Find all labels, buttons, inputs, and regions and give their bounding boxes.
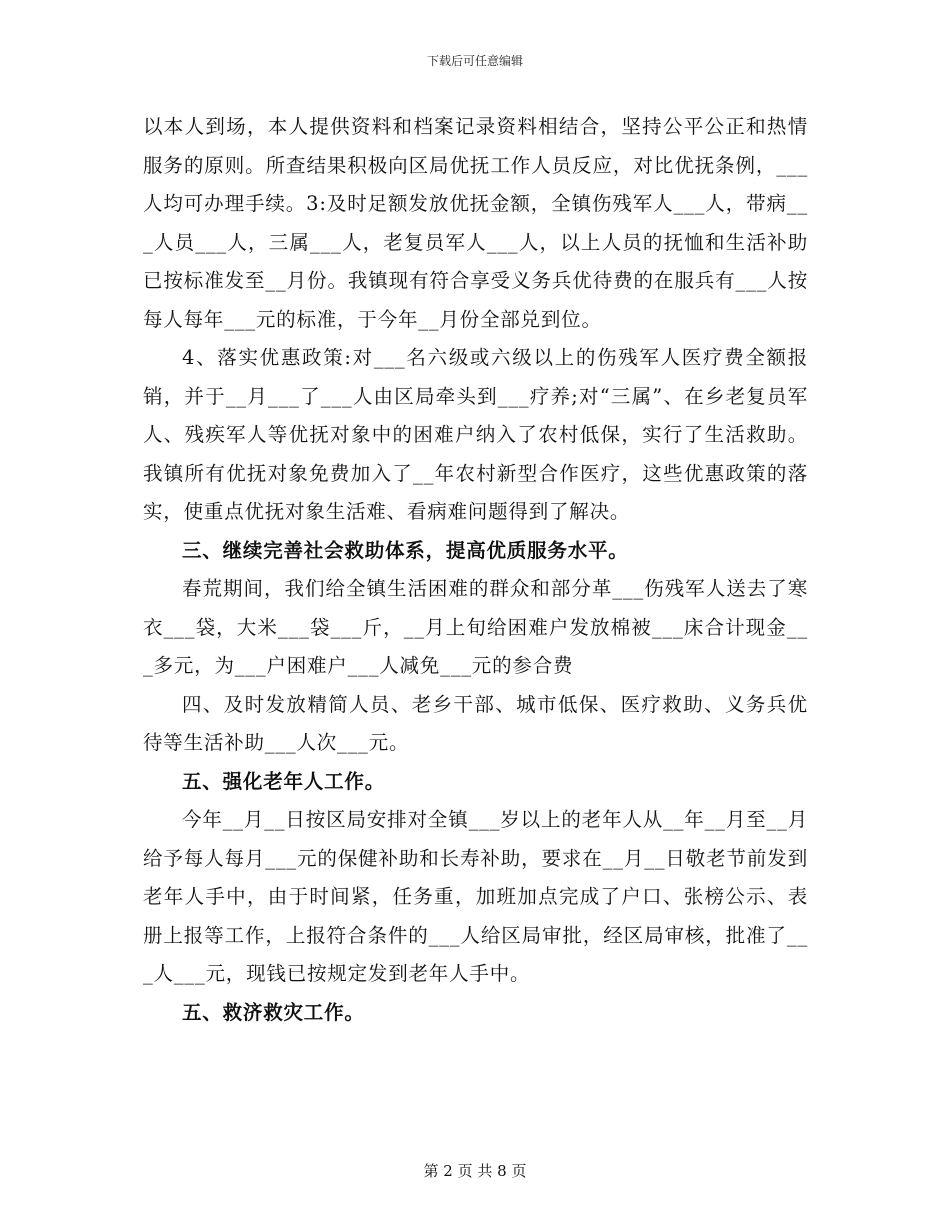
section-heading-disaster-relief: 五、救济救灾工作。 <box>182 1000 365 1024</box>
paragraph-preferential-policy: 4、落实优惠政策:对___名六级或六级以上的伤残军人医疗费全额报销，并于__月___了___人由区局牵头到___疗养;对“三属”、在乡老复员军人、残疾军人等优抚对象中的困难户纳入了农村低保，实行了生活救助。我镇所有优抚对象免费加入了__年农村新型合作医疗，这些优惠政策的落实，使重点优抚对象生活难、看病难问题得到了解决。 <box>143 346 808 523</box>
paragraph-subsidy-distribution: 四、及时发放精简人员、老乡干部、城市低保、医疗救助、义务兵优待等生活补助___人次___元。 <box>143 692 808 754</box>
section-heading-elderly-work: 五、强化老年人工作。 <box>182 769 386 793</box>
paragraph-elderly-subsidy: 今年__月__日按区局安排对全镇___岁以上的老年人从__年__月至__月给予每人每月___元的保健补助和长寿补助，要求在__月__日敬老节前发到老年人手中，由于时间紧，任务重，加班加点完成了户口、张榜公示、表册上报等工作，上报符合条件的___人给区局审批，经区局审核，批准了___人___元，现钱已按规定发到老年人手中。 <box>143 808 808 985</box>
paragraph-spring-relief: 春荒期间，我们给全镇生活困难的群众和部分革___伤残军人送去了寒衣___袋，大米___袋___斤，__月上旬给困难户发放棉被___床合计现金___多元，为___户困难户___人减免___元的参合费 <box>143 577 808 677</box>
section-heading-social-assistance: 三、继续完善社会救助体系，提高优质服务水平。 <box>182 538 629 562</box>
document-body <box>143 108 808 1032</box>
page-number-footer: 第 2 页 共 8 页 <box>423 1162 527 1180</box>
page-header: 下载后可任意编辑 <box>426 54 523 68</box>
paragraph-continuation: 以本人到场，本人提供资料和档案记录资料相结合，坚持公平公正和热情服务的原则。所查结果积极向区局优抚工作人员反应，对比优抚条例，___人均可办理手续。3:及时足额发放优抚金额，全镇伤残军人___人，带病___人员___人，三属___人，老复员军人___人，以上人员的抚恤和生活补助已按标准发至__月份。我镇现有符合享受义务兵优待费的在服兵有___人按每人每年___元的标准，于今年__月份全部兑到位。 <box>143 115 808 331</box>
